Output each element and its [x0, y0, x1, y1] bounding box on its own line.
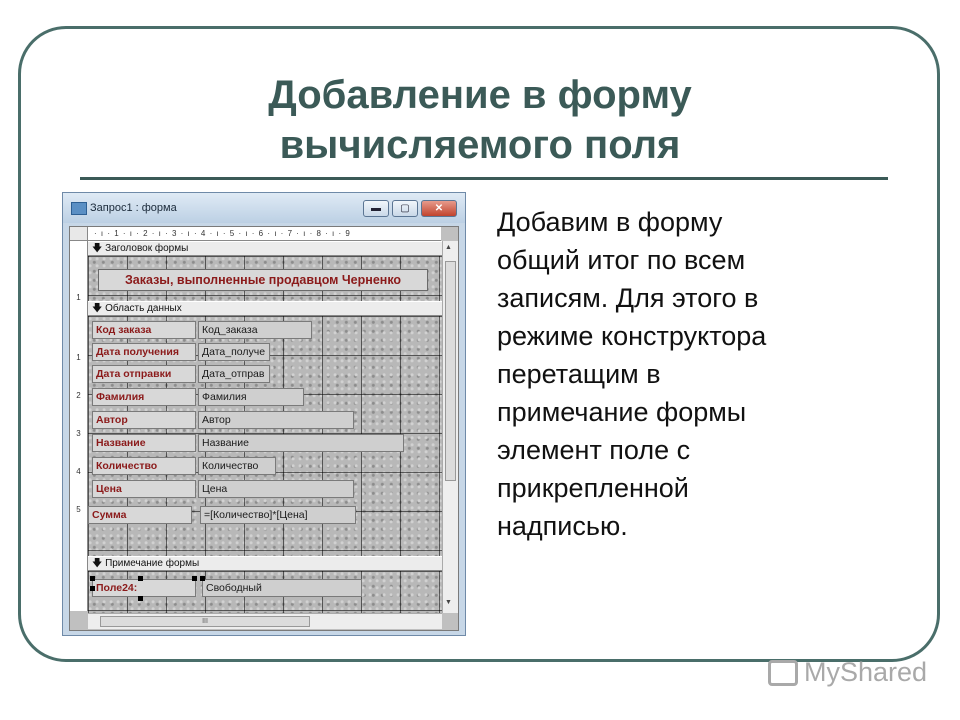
vruler-mark: 2 — [76, 391, 81, 400]
field-label[interactable]: Фамилия — [92, 388, 196, 406]
horizontal-scrollbar[interactable] — [88, 613, 442, 629]
form-icon — [71, 202, 87, 215]
scroll-down-arrow-icon[interactable]: ▼ — [445, 599, 452, 606]
form-header-bar[interactable]: 🡇 Заголовок формы — [88, 241, 442, 256]
field-textbox[interactable]: Фамилия — [198, 388, 304, 406]
vertical-scroll-thumb[interactable] — [445, 261, 456, 481]
field-label[interactable]: Цена — [92, 480, 196, 498]
form-design-window — [62, 192, 466, 636]
body-line: примечание формы — [497, 397, 747, 427]
field-label[interactable]: Сумма — [88, 506, 192, 524]
detail-section — [88, 316, 442, 556]
window-titlebar[interactable] — [63, 193, 465, 223]
field-textbox[interactable]: Дата_отправ — [198, 365, 270, 383]
vertical-scrollbar[interactable] — [442, 241, 458, 613]
field-textbox[interactable]: Количество — [198, 457, 276, 475]
detail-bar[interactable]: 🡇 Область данных — [88, 301, 442, 316]
field-textbox[interactable]: Код_заказа — [198, 321, 312, 339]
form-footer-bar-label: Примечание формы — [105, 558, 200, 569]
resize-handle[interactable] — [138, 576, 143, 581]
vruler-mark: 4 — [76, 467, 81, 476]
detail-bar-label: Область данных — [105, 303, 182, 314]
slide-body — [497, 203, 857, 545]
resize-handle[interactable] — [192, 576, 197, 581]
footer-field-label[interactable]: Поле24: — [92, 579, 196, 597]
slide-title — [80, 70, 880, 170]
watermark-logo-icon — [768, 660, 798, 686]
field-label[interactable]: Название — [92, 434, 196, 452]
horizontal-ruler: · ı · 1 · ı · 2 · ı · 3 · ı · 4 · ı · 5 · ı · 6 · ı · 7 · ı · 8 · ı · 9 — [88, 227, 441, 241]
design-surface — [88, 241, 442, 613]
field-textbox[interactable]: Дата_получе — [198, 343, 270, 361]
field-label[interactable]: Автор — [92, 411, 196, 429]
form-header-section — [88, 256, 442, 301]
resize-handle[interactable] — [138, 596, 143, 601]
body-line: элемент поле с — [497, 435, 691, 465]
header-title-label[interactable]: Заказы, выполненные продавцом Черненко — [98, 269, 428, 291]
form-footer-bar[interactable]: 🡇 Примечание формы — [88, 556, 442, 571]
vertical-ruler — [70, 241, 88, 611]
resize-handle[interactable] — [90, 586, 95, 591]
vruler-mark: 5 — [76, 505, 81, 514]
slide-title-line2: вычисляемого поля — [279, 123, 681, 167]
vruler-mark: 3 — [76, 429, 81, 438]
resize-handle[interactable] — [90, 576, 95, 581]
move-handle[interactable] — [200, 576, 205, 581]
maximize-button[interactable]: ▢ — [392, 200, 418, 217]
form-design-area — [69, 226, 459, 631]
field-textbox[interactable]: Автор — [198, 411, 354, 429]
field-label[interactable]: Код заказа — [92, 321, 196, 339]
body-line: надписью. — [497, 511, 628, 541]
close-button[interactable]: ✕ — [421, 200, 457, 217]
field-label[interactable]: Дата отправки — [92, 365, 196, 383]
slide-title-line1: Добавление в форму — [268, 73, 692, 117]
body-line: перетащим в — [497, 359, 661, 389]
window-title: Запрос1 : форма — [90, 202, 177, 214]
body-line: записям. Для этого в — [497, 283, 759, 313]
scroll-up-arrow-icon[interactable]: ▲ — [445, 244, 452, 251]
vruler-mark: 1 — [76, 353, 81, 362]
body-line: режиме конструктора — [497, 321, 767, 351]
calculated-field-textbox[interactable]: =[Количество]*[Цена] — [200, 506, 356, 524]
footer-field-textbox[interactable]: Свободный — [202, 579, 362, 597]
body-line: Добавим в форму — [497, 207, 723, 237]
body-line: прикрепленной — [497, 473, 689, 503]
field-label[interactable]: Дата получения — [92, 343, 196, 361]
form-selector[interactable] — [70, 227, 88, 241]
body-line: общий итог по всем — [497, 245, 746, 275]
watermark-text: MyShared — [804, 657, 928, 687]
field-textbox[interactable]: Название — [198, 434, 404, 452]
field-label[interactable]: Количество — [92, 457, 196, 475]
form-footer-section — [88, 571, 442, 613]
form-header-bar-label: Заголовок формы — [105, 243, 189, 254]
minimize-button[interactable]: ▬ — [363, 200, 389, 217]
horizontal-scroll-thumb[interactable]: III — [100, 616, 310, 627]
field-textbox[interactable]: Цена — [198, 480, 354, 498]
title-divider — [80, 177, 888, 180]
vruler-mark: 1 — [76, 293, 81, 302]
